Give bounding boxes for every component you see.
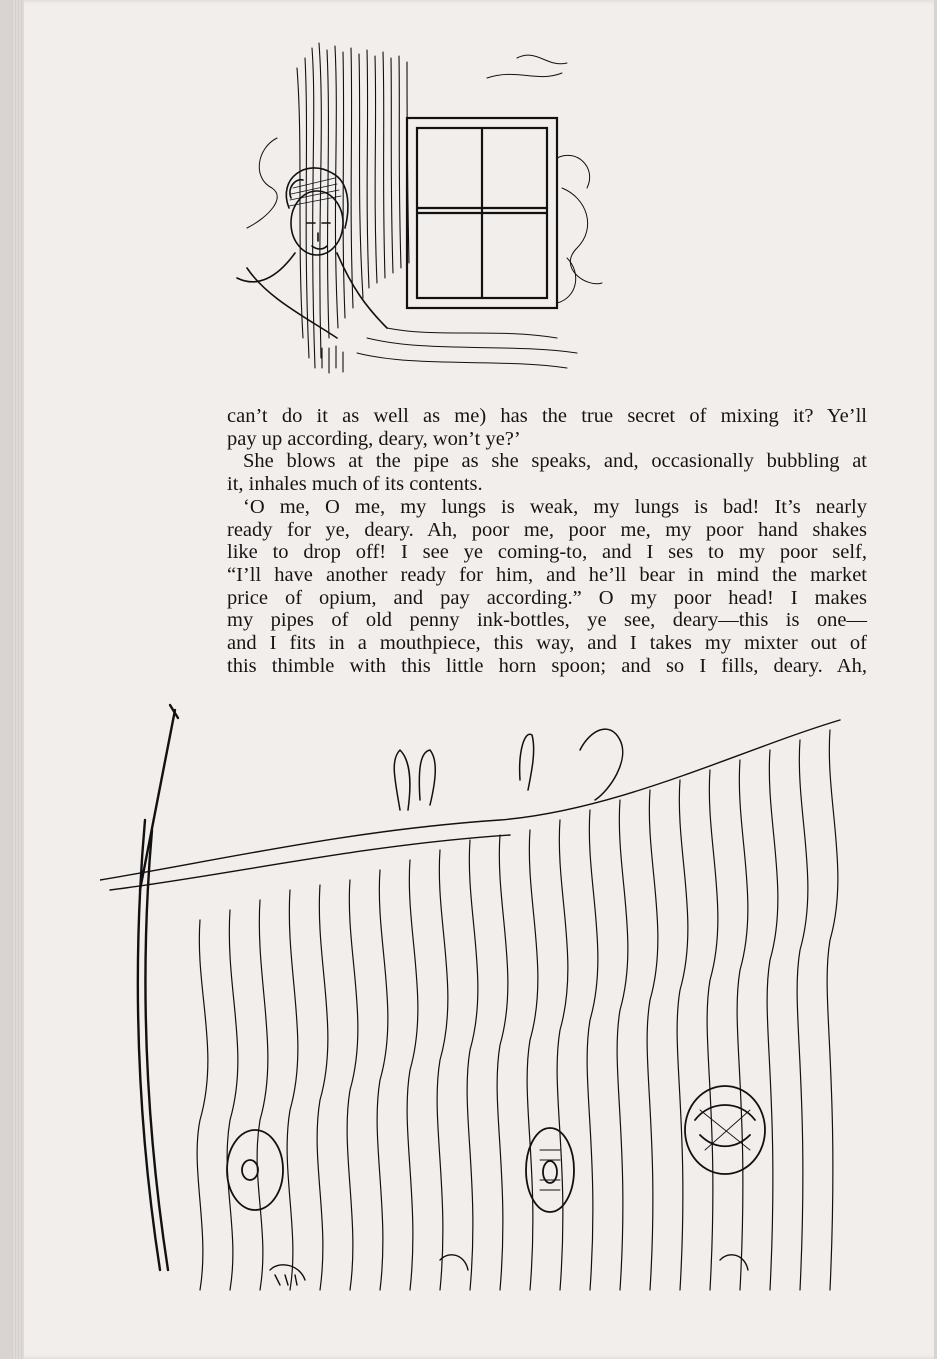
text-line: can’t do it as well as me) has the true secret of mixing it? Ye’ll <box>227 405 867 427</box>
text-line: my pipes of old penny ink-bottles, ye see, deary—this is one— <box>227 609 867 632</box>
text-line: ready for ye, deary. Ah, poor me, poor me, my poor hand shakes <box>227 518 867 541</box>
window-woman-illustration-icon <box>217 38 607 378</box>
text-line: ‘O me, O me, my lungs is weak, my lungs is bad! It’s nearly <box>243 495 867 518</box>
text-line: like to drop off! I see ye coming-to, and I ses to my poor self, <box>227 541 867 564</box>
page-text <box>227 405 867 677</box>
text-line: it, inhales much of its contents. <box>227 473 483 496</box>
text-line: She blows at the pipe as she speaks, and, occasionally bubbling at <box>243 450 867 473</box>
page-edge <box>12 0 24 1359</box>
text-line: price of opium, and pay according.” O my poor head! I makes <box>227 586 867 609</box>
book-page <box>12 0 934 1359</box>
text-line: this thimble with this little horn spoon; and so I fills, deary. Ah, <box>227 654 867 677</box>
text-line: pay up according, deary, won’t ye?’ <box>227 427 521 450</box>
sleeping-opium-smokers-illustration-icon <box>100 690 860 1310</box>
text-line: “I’ll have another ready for him, and he’ll bear in mind the market <box>227 563 867 586</box>
text-line: and I fits in a mouthpiece, this way, and I takes my mixter out of <box>227 632 867 655</box>
